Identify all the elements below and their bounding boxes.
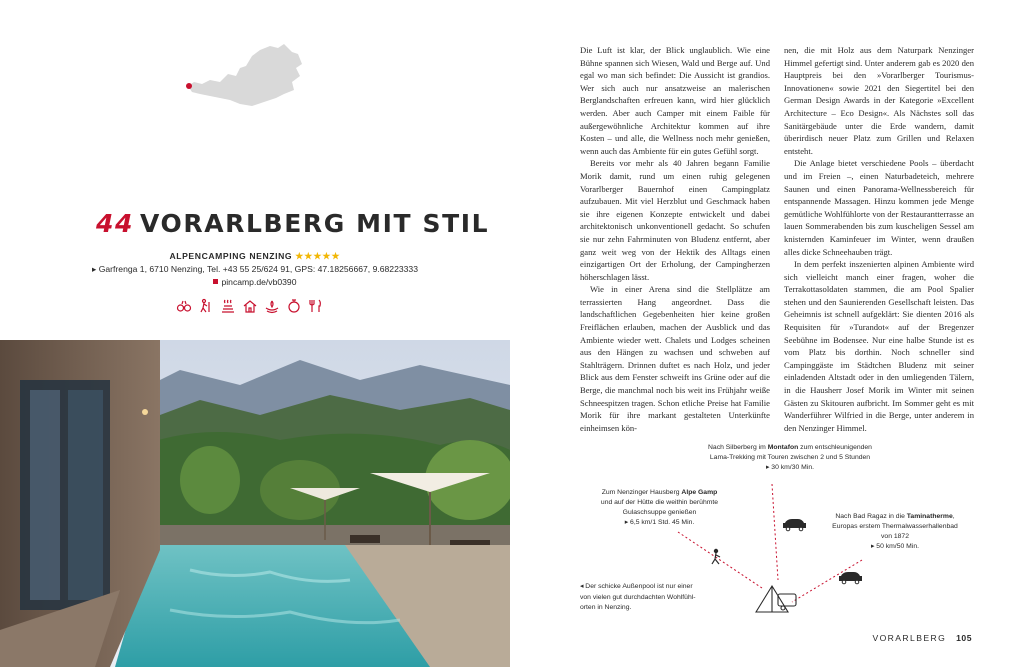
paragraph: Die Luft ist klar, der Blick unglaublich. Wie eine Bühne spannen sich Wiesen, Wald und Berge auf. Und egal wo man sich befindet: Die Aussicht ist grandios. Wer sich auch nur ansatzweise an malerischen Berglandschaften erfreuen kann, wird hier glücklich werden. Aber auch Camper mit einem Faible für außergewöhnliche Architektur kommen auf ihre Kosten – und alle, die Wellness noch mehr genießen, wenn auch das Ambiente für ein gutes Gefühl sorgt. <box>580 45 770 156</box>
page-number: 105 <box>956 633 972 643</box>
campsite-name <box>0 251 510 262</box>
car-icon <box>783 519 806 531</box>
place-name: Alpe Gamp <box>681 489 718 496</box>
austria-map <box>180 38 310 110</box>
family-icon <box>242 298 258 314</box>
wellness-icon <box>264 298 280 314</box>
route-lines <box>510 0 1020 667</box>
route-montafon-label: Nach Silberberg im Montafon zum entschleunigenden Lama-Trekking mit Touren zwischen 2 und 5 Stunden ▸ 30 km/30 Min. <box>708 444 872 471</box>
pool-photo <box>0 340 510 667</box>
photo-caption: ◂ Der schicke Außenpool ist nur einer von vielen gut durchdachten Wohlfühl- orten in Nenzing. <box>580 583 696 611</box>
hiker-icon <box>712 549 720 564</box>
route-distance: ▸ 50 km/50 Min. <box>871 543 919 550</box>
entry-number: 44 <box>96 209 134 238</box>
paragraph: Wie in einer Arena sind die Stellplätze am terrassierten Hang angeordnet. Dass die landschaftlichen Gegebenheiten hier keine großen Freiflächen erlauben, machen der Ausblick und das Ambiente wieder wett. Chalets und Lodges scheinen aus den Hängen zu wachsen und schweben auf Stahlträgern. Drinnen duftet es nach Holz, und jeder Blick aus dem Fenster schweift ins Grüne oder auf die Berge, die manchmal noch bis weit ins Frühjahr weiße Schneespitzen tragen. Schon etliche Preise hat Familie Morik für ihre markant gestalteten Unterkünfte einheimsen kön- <box>580 284 770 433</box>
hiking-icon <box>198 298 214 314</box>
restaurant-icon <box>308 298 324 314</box>
route-distance: ▸ 6,5 km/1 Std. 45 Min. <box>624 519 695 526</box>
car-icon <box>839 572 862 584</box>
star-rating: ★★★★★ <box>295 251 341 261</box>
route-alpe-gamp-label: Zum Nenzinger Hausberg Alpe Gamp und auf der Hütte die weithin berühmte Gulaschsuppe genießen ▸ 6,5 km/1 Std. 45 Min. <box>592 488 727 528</box>
amenity-icons <box>176 298 324 314</box>
link-square-icon <box>213 279 218 284</box>
paragraph: nen, die mit Holz aus dem Naturpark Nenzinger Himmel gefertigt sind. Unter anderem gab es 2020 den Hauptpreis bei den »Vorarlberger Tourismus-Innovationen« sowie 2021 den Siegertitel bei den German Design Awards in der Kategorie »Excellent Architecture – Eco Design«. Als Nächstes soll das Sanitärgebäude unter die Erde wandern, damit überirdisch neuer Platz zum Grillen und Relaxen entsteht. <box>784 45 974 156</box>
page-footer <box>872 633 972 643</box>
route-distance: ▸ 30 km/30 Min. <box>766 464 814 471</box>
place-name: Taminatherme <box>906 513 953 520</box>
route-taminatherme-label: Nach Bad Ragaz in die Taminatherme, Europas erstem Thermalwasserhallenbad von 1872 ▸ 50 km/50 Min. <box>820 512 970 552</box>
page-title <box>96 209 490 238</box>
campsite-icon <box>756 586 796 612</box>
campsite-address: ▸ Garfrenga 1, 6710 Nenzing, Tel. +43 55 25/624 91, GPS: 47.18256667, 9.68223333 <box>92 264 418 274</box>
paragraph: Die Anlage bietet verschiedene Pools – überdacht und im Freien –, einen Naturbadeteich, mehrere Saunen und einen Panorama-Wellnessbereich für entspannende Massagen. Hinzu kommen jede Menge gemütliche Wohlfühlorte von der Restaurantterrasse an lauen Sommerabenden bis zum kuscheligen Sessel am knisternden Kaminfeuer im Winter, wenn draußen alles dicke Schneehauben trägt. <box>784 158 974 257</box>
section-name: VORARLBERG <box>872 633 947 643</box>
paragraph: In dem perfekt inszenierten alpinen Ambiente wird sich vielleicht manch einer fragen, woher die Terrakottasoldaten stammen, die am Pool Spalier stehen und den Saunierenden Gesellschaft leisten. Das Geheimnis ist schnell aufgeklärt: Sie dienten 2016 als Requisiten für »Turandot« auf der Bregenzer Seebühne im Bodensee. Nur eine halbe Stunde ist es vom Platz bis dorthin. Noch schneller sind Campinggäste im Städtchen Bludenz mit seiner einladenden Altstadt oder in den umliegenden Tälern, in die Hausherr Josef Morik im Winter mit seinen Gästen zu Skitouren aufbricht. Im Sommer geht es mit Wanderführer Wilfried in die Berge, unter anderem in den Nenzinger Himmel. <box>784 259 974 433</box>
place-name: Montafon <box>767 444 799 451</box>
location-marker <box>186 83 192 89</box>
campsite-link-text[interactable]: pincamp.de/vb0390 <box>221 277 297 287</box>
campsite-link[interactable] <box>0 277 510 287</box>
sauna-icon <box>220 298 236 314</box>
title-text: VORARLBERG MIT STIL <box>140 209 490 238</box>
bicycle-icon <box>286 298 302 314</box>
campsite-name-text: ALPENCAMPING NENZING <box>169 251 293 261</box>
right-page <box>510 0 1020 667</box>
binoculars-icon <box>176 298 192 314</box>
paragraph: Bereits vor mehr als 40 Jahren begann Familie Morik damit, rund um einen ruhig gelegenen Vorarlberger Bauernhof einen Campingplatz aufzubauen. Mit viel Herzblut und Geschmack haben sie ihre eigenen Konzepte entwickelt und dabei architektonisch unkonventionell gedacht. So schufen sie nur zehn Fahrminuten von Bludenz entfernt, aber ganz weit weg von der Hektik des Alltags einen einzigartigen Ort der Erholung, der Campingherzen höherschlagen lässt. <box>580 158 770 282</box>
